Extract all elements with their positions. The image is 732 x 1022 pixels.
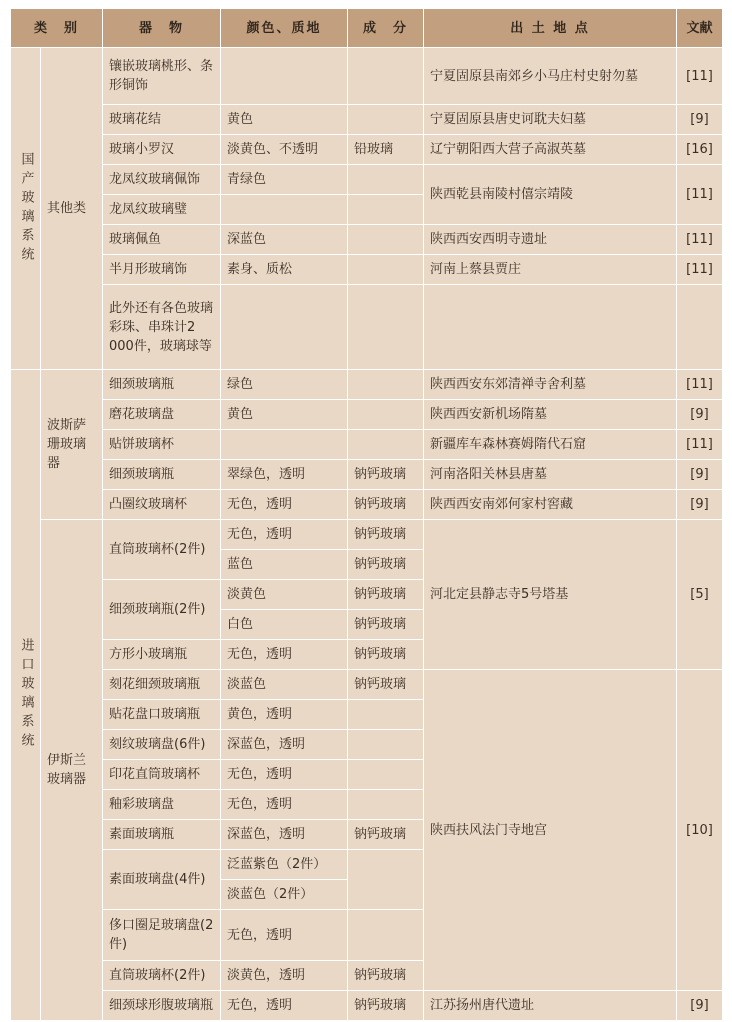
site-cell [424, 285, 677, 370]
group-islamic: 伊斯兰玻璃器 [41, 520, 103, 1021]
table-row [11, 991, 723, 1021]
object-cell: 印花直筒玻璃杯 [103, 760, 221, 790]
site-cell: 辽宁朝阳西大营子高淑英墓 [424, 135, 677, 165]
table-header-row [11, 9, 723, 48]
object-cell: 玻璃小罗汉 [103, 135, 221, 165]
color-cell: 淡蓝色（2件） [221, 880, 348, 910]
object-cell: 细颈球形腹玻璃瓶 [103, 991, 221, 1021]
site-cell: 江苏扬州唐代遗址 [424, 991, 677, 1021]
color-cell: 绿色 [221, 370, 348, 400]
object-cell: 龙凤纹玻璃璧 [103, 195, 221, 225]
site-cell: 新疆库车森林赛姆隋代石窟 [424, 430, 677, 460]
site-cell: 陕西乾县南陵村僖宗靖陵 [424, 165, 677, 225]
object-cell: 刻纹玻璃盘(6件) [103, 730, 221, 760]
reference-cell: [11] [677, 370, 723, 400]
composition-cell: 钠钙玻璃 [348, 520, 424, 550]
color-cell: 深蓝色，透明 [221, 820, 348, 850]
site-cell: 河南上蔡县贾庄 [424, 255, 677, 285]
color-cell: 无色，透明 [221, 640, 348, 670]
object-cell: 直筒玻璃杯(2件) [103, 961, 221, 991]
header-color-texture: 颜色、质地 [221, 9, 348, 48]
reference-cell: [10] [677, 670, 723, 991]
color-cell: 无色，透明 [221, 910, 348, 961]
composition-cell: 钠钙玻璃 [348, 991, 424, 1021]
color-cell: 淡黄色，透明 [221, 961, 348, 991]
object-cell: 细颈玻璃瓶 [103, 460, 221, 490]
object-cell: 釉彩玻璃盘 [103, 790, 221, 820]
site-cell: 陕西西安西明寺遗址 [424, 225, 677, 255]
composition-cell: 钠钙玻璃 [348, 640, 424, 670]
composition-cell [348, 48, 424, 105]
object-cell: 半月形玻璃饰 [103, 255, 221, 285]
site-cell: 河南洛阳关林县唐墓 [424, 460, 677, 490]
site-cell: 陕西扶风法门寺地宫 [424, 670, 677, 991]
composition-cell: 铅玻璃 [348, 135, 424, 165]
group-other: 其他类 [41, 48, 103, 370]
composition-cell [348, 430, 424, 460]
composition-cell [348, 165, 424, 195]
color-cell: 白色 [221, 610, 348, 640]
color-cell: 淡黄色 [221, 580, 348, 610]
composition-cell [348, 700, 424, 730]
table-row [11, 670, 723, 700]
composition-cell: 钠钙玻璃 [348, 490, 424, 520]
table-row [11, 165, 723, 195]
composition-cell: 钠钙玻璃 [348, 580, 424, 610]
object-cell: 素面玻璃瓶 [103, 820, 221, 850]
composition-cell: 钠钙玻璃 [348, 550, 424, 580]
header-object: 器 物 [103, 9, 221, 48]
site-cell: 宁夏固原县南郊乡小马庄村史射勿墓 [424, 48, 677, 105]
reference-cell: [16] [677, 135, 723, 165]
object-cell: 素面玻璃盘(4件) [103, 850, 221, 910]
composition-cell [348, 370, 424, 400]
table-row [11, 400, 723, 430]
color-cell: 无色，透明 [221, 790, 348, 820]
reference-cell: [11] [677, 255, 723, 285]
site-cell: 河北定县静志寺5号塔基 [424, 520, 677, 670]
table-row [11, 135, 723, 165]
color-cell: 泛蓝紫色（2件） [221, 850, 348, 880]
color-cell: 蓝色 [221, 550, 348, 580]
header-category: 类 别 [11, 9, 103, 48]
group-domestic: 国产玻璃系统 [11, 48, 41, 370]
header-composition: 成 分 [348, 9, 424, 48]
table-row [11, 285, 723, 370]
composition-cell: 钠钙玻璃 [348, 820, 424, 850]
color-cell: 淡黄色、不透明 [221, 135, 348, 165]
composition-cell: 钠钙玻璃 [348, 610, 424, 640]
color-cell: 黄色，透明 [221, 700, 348, 730]
reference-cell: [9] [677, 400, 723, 430]
color-cell: 翠绿色，透明 [221, 460, 348, 490]
composition-cell [348, 255, 424, 285]
site-cell: 陕西西安南郊何家村窖藏 [424, 490, 677, 520]
site-cell: 陕西西安新机场隋墓 [424, 400, 677, 430]
group-imported: 进口玻璃系统 [11, 370, 41, 1021]
site-cell: 宁夏固原县唐史诃耽夫妇墓 [424, 105, 677, 135]
reference-cell: [9] [677, 460, 723, 490]
reference-cell: [9] [677, 991, 723, 1021]
object-cell: 此外还有各色玻璃彩珠、串珠计2 000件，玻璃球等 [103, 285, 221, 370]
object-cell: 龙凤纹玻璃佩饰 [103, 165, 221, 195]
table-row [11, 255, 723, 285]
color-cell: 黄色 [221, 400, 348, 430]
reference-cell: [11] [677, 225, 723, 255]
color-cell: 无色，透明 [221, 760, 348, 790]
composition-cell [348, 195, 424, 225]
color-cell: 素身、质松 [221, 255, 348, 285]
group-persian: 波斯萨珊玻璃器 [41, 370, 103, 520]
color-cell [221, 285, 348, 370]
reference-cell: [9] [677, 105, 723, 135]
composition-cell [348, 400, 424, 430]
color-cell [221, 195, 348, 225]
object-cell: 方形小玻璃瓶 [103, 640, 221, 670]
object-cell: 侈口圈足玻璃盘(2件) [103, 910, 221, 961]
color-cell: 淡蓝色 [221, 670, 348, 700]
composition-cell [348, 285, 424, 370]
table-row [11, 490, 723, 520]
table-row [11, 520, 723, 550]
color-cell [221, 430, 348, 460]
color-cell: 无色，透明 [221, 490, 348, 520]
object-cell: 镶嵌玻璃桃形、条形铜饰 [103, 48, 221, 105]
object-cell: 刻花细颈玻璃瓶 [103, 670, 221, 700]
color-cell: 深蓝色，透明 [221, 730, 348, 760]
color-cell: 无色，透明 [221, 991, 348, 1021]
color-cell: 青绿色 [221, 165, 348, 195]
object-cell: 细颈玻璃瓶(2件) [103, 580, 221, 640]
composition-cell: 钠钙玻璃 [348, 670, 424, 700]
table-row [11, 105, 723, 135]
composition-cell [348, 225, 424, 255]
table-row [11, 460, 723, 490]
header-site: 出 土 地 点 [424, 9, 677, 48]
object-cell: 玻璃花结 [103, 105, 221, 135]
reference-cell: [11] [677, 430, 723, 460]
color-cell: 深蓝色 [221, 225, 348, 255]
object-cell: 细颈玻璃瓶 [103, 370, 221, 400]
reference-cell: [9] [677, 490, 723, 520]
composition-cell [348, 790, 424, 820]
composition-cell [348, 105, 424, 135]
composition-cell [348, 760, 424, 790]
reference-cell [677, 285, 723, 370]
color-cell: 黄色 [221, 105, 348, 135]
reference-cell: [5] [677, 520, 723, 670]
reference-cell: [11] [677, 48, 723, 105]
color-cell [221, 48, 348, 105]
color-cell: 无色，透明 [221, 520, 348, 550]
table-row [11, 370, 723, 400]
object-cell: 直筒玻璃杯(2件) [103, 520, 221, 580]
composition-cell [348, 850, 424, 910]
site-cell: 陕西西安东郊清禅寺舍利墓 [424, 370, 677, 400]
object-cell: 玻璃佩鱼 [103, 225, 221, 255]
object-cell: 磨花玻璃盘 [103, 400, 221, 430]
table-row [11, 48, 723, 105]
composition-cell: 钠钙玻璃 [348, 460, 424, 490]
glass-artifacts-table [10, 8, 723, 1021]
composition-cell: 钠钙玻璃 [348, 961, 424, 991]
table-row [11, 225, 723, 255]
object-cell: 贴饼玻璃杯 [103, 430, 221, 460]
table-row [11, 430, 723, 460]
object-cell: 凸圈纹玻璃杯 [103, 490, 221, 520]
composition-cell [348, 730, 424, 760]
reference-cell: [11] [677, 165, 723, 225]
header-reference: 文献 [677, 9, 723, 48]
composition-cell [348, 910, 424, 961]
object-cell: 贴花盘口玻璃瓶 [103, 700, 221, 730]
